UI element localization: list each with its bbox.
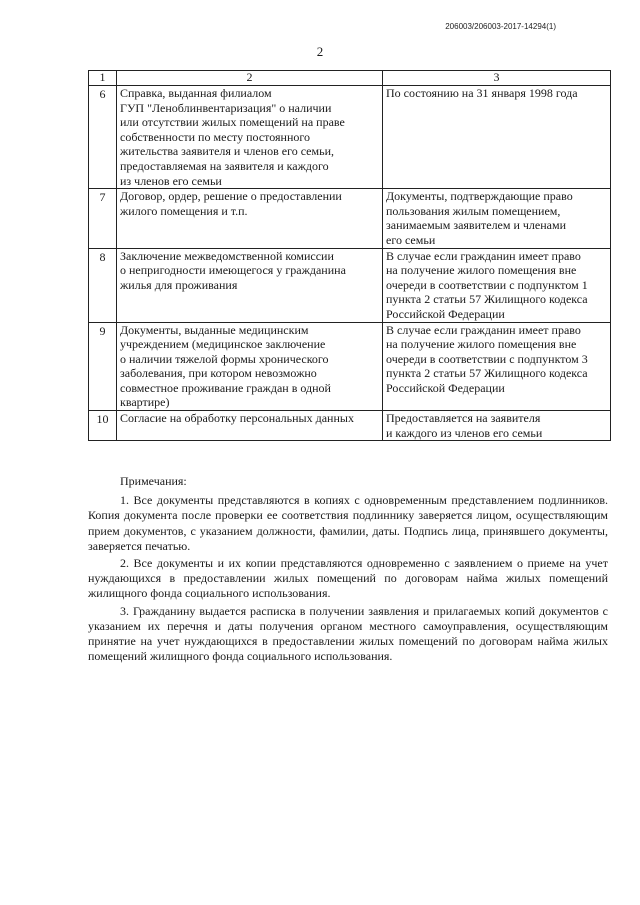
page-number: 2 xyxy=(316,44,324,59)
document-cell: Документы, выданные медицинским учреждением (медицинское заключение о наличии тяжелой формы хронического заболевания, при котором невозможно совместное проживание граждан в одной квартире) xyxy=(117,322,383,411)
documents-table xyxy=(88,70,611,441)
table-row xyxy=(89,322,611,411)
notes-section xyxy=(88,474,608,666)
row-number: 9 xyxy=(89,322,117,411)
row-number: 6 xyxy=(89,86,117,189)
row-number: 8 xyxy=(89,248,117,322)
row-number: 7 xyxy=(89,189,117,248)
column-header: 1 xyxy=(89,71,117,86)
column-header: 3 xyxy=(383,71,611,86)
table-row xyxy=(89,248,611,322)
note-cell: В случае если гражданин имеет право на получение жилого помещения вне очереди в соответствии с подпунктом 1 пункта 2 статьи 57 Жилищного кодекса Российской Федерации xyxy=(383,248,611,322)
note-cell: В случае если гражданин имеет право на получение жилого помещения вне очереди в соответствии с подпунктом 3 пункта 2 статьи 57 Жилищного кодекса Российской Федерации xyxy=(383,322,611,411)
note-cell: Документы, подтверждающие право пользования жилым помещением, занимаемым заявителем и членами его семьи xyxy=(383,189,611,248)
document-id: 206003/206003-2017-14294(1) xyxy=(445,22,556,31)
table-row xyxy=(89,411,611,441)
notes-title: Примечания: xyxy=(120,474,187,488)
note-paragraph: 1. Все документы представляются в копиях с одновременным представлением подлинников. Копия документа после проверки ее соответствия подлиннику заверяется лицом, осуществляющим прием документов, с указанием должности, фамилии, даты. Подпись лица, принявшего документы, заверяется печатью. xyxy=(88,493,608,553)
document-cell: Договор, ордер, решение о предоставлении жилого помещения и т.п. xyxy=(117,189,383,248)
table-row xyxy=(89,189,611,248)
document-cell: Справка, выданная филиалом ГУП "Леноблинвентаризация" о наличии или отсутствии жилых помещений на праве собственности по месту постоянного жительства заявителя и членов его семьи, предоставляемая на заявителя и каждого из членов его семьи xyxy=(117,86,383,189)
table-header-row xyxy=(89,71,611,86)
row-number: 10 xyxy=(89,411,117,441)
note-paragraph: 3. Гражданину выдается расписка в получении заявления и прилагаемых копий документов с указанием их перечня и даты получения органом местного самоуправления, осуществляющим принятие на учет нуждающихся в предоставлении жилых помещений по договорам найма жилых помещений жилищного фонда социального использования. xyxy=(88,603,608,664)
table-row xyxy=(89,86,611,189)
document-cell: Согласие на обработку персональных данных xyxy=(117,411,383,441)
document-cell: Заключение межведомственной комиссии о непригодности имеющегося у гражданина жилья для проживания xyxy=(117,248,383,322)
note-paragraph: 2. Все документы и их копии представляются одновременно с заявлением о приеме на учет нуждающихся в предоставлении жилых помещений по договорам найма жилых помещений жилищного фонда социального использования. xyxy=(88,556,608,601)
note-cell: Предоставляется на заявителя и каждого из членов его семьи xyxy=(383,411,611,441)
column-header: 2 xyxy=(117,71,383,86)
note-cell: По состоянию на 31 января 1998 года xyxy=(383,86,611,189)
